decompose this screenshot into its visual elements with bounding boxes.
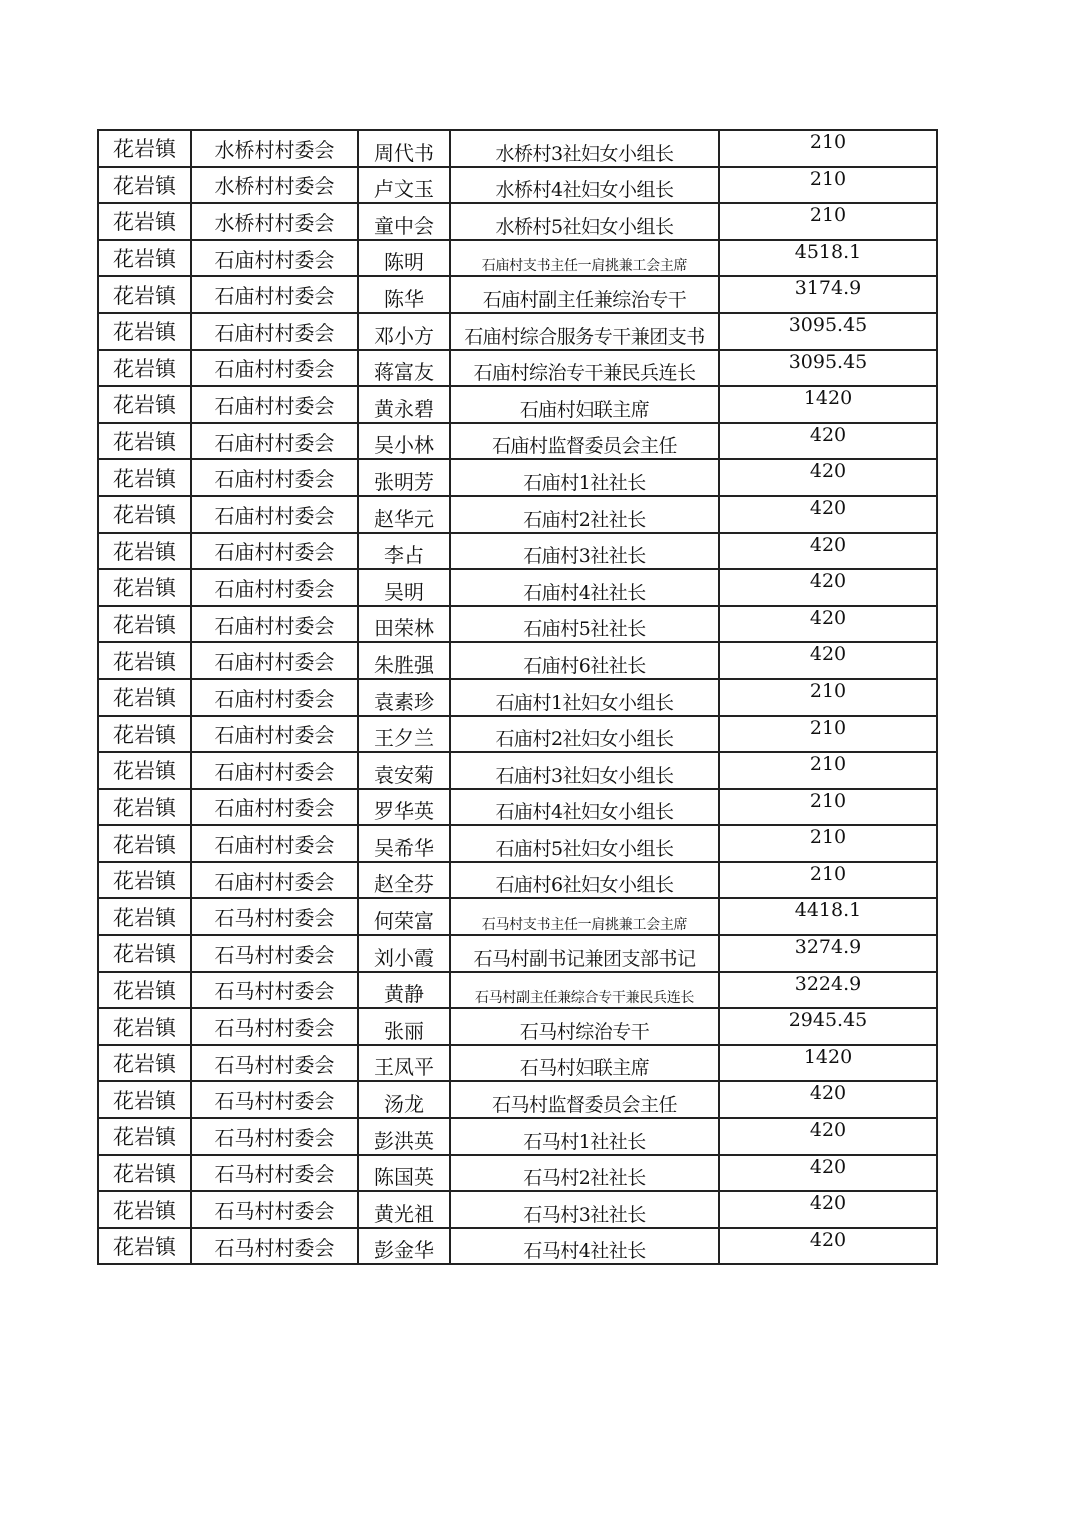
- table-row: [98, 1118, 937, 1155]
- amount-cell: 3095.45: [719, 313, 937, 350]
- amount-cell: 210: [719, 752, 937, 789]
- committee-cell: 石庙村村委会: [191, 276, 358, 313]
- position-cell: 水桥村5社妇女小组长: [450, 203, 719, 240]
- table-row: [98, 130, 937, 167]
- town-cell: 花岩镇: [98, 1155, 191, 1192]
- position-cell: 石马村1社社长: [450, 1118, 719, 1155]
- town-cell: 花岩镇: [98, 423, 191, 460]
- position-cell: 石庙村6社社长: [450, 642, 719, 679]
- amount-cell: 420: [719, 1155, 937, 1192]
- position-cell: 石庙村4社社长: [450, 569, 719, 606]
- name-cell: 刘小霞: [358, 935, 450, 972]
- position-cell: 石庙村6社妇女小组长: [450, 862, 719, 899]
- town-cell: 花岩镇: [98, 167, 191, 204]
- amount-cell: 210: [719, 679, 937, 716]
- position-cell: 石马村支书主任一肩挑兼工会主席: [450, 898, 719, 935]
- position-cell: 石庙村3社社长: [450, 533, 719, 570]
- name-cell: 彭金华: [358, 1228, 450, 1265]
- position-cell: 石庙村4社妇女小组长: [450, 789, 719, 826]
- committee-cell: 石庙村村委会: [191, 533, 358, 570]
- position-cell: 水桥村4社妇女小组长: [450, 167, 719, 204]
- amount-cell: 420: [719, 496, 937, 533]
- committee-cell: 水桥村村委会: [191, 203, 358, 240]
- amount-cell: 420: [719, 1118, 937, 1155]
- town-cell: 花岩镇: [98, 569, 191, 606]
- position-cell: 石庙村1社社长: [450, 459, 719, 496]
- amount-cell: 420: [719, 459, 937, 496]
- name-cell: 张丽: [358, 1008, 450, 1045]
- town-cell: 花岩镇: [98, 789, 191, 826]
- table-row: [98, 1191, 937, 1228]
- committee-cell: 石庙村村委会: [191, 423, 358, 460]
- amount-cell: 420: [719, 423, 937, 460]
- committee-cell: 石庙村村委会: [191, 313, 358, 350]
- town-cell: 花岩镇: [98, 642, 191, 679]
- committee-cell: 石庙村村委会: [191, 569, 358, 606]
- name-cell: 陈华: [358, 276, 450, 313]
- amount-cell: 210: [719, 862, 937, 899]
- town-cell: 花岩镇: [98, 716, 191, 753]
- town-cell: 花岩镇: [98, 606, 191, 643]
- table-row: [98, 825, 937, 862]
- amount-cell: 3224.9: [719, 972, 937, 1009]
- position-cell: 石庙村妇联主席: [450, 386, 719, 423]
- committee-cell: 石庙村村委会: [191, 386, 358, 423]
- committee-cell: 石庙村村委会: [191, 350, 358, 387]
- town-cell: 花岩镇: [98, 533, 191, 570]
- table-row: [98, 423, 937, 460]
- town-cell: 花岩镇: [98, 825, 191, 862]
- name-cell: 张明芳: [358, 459, 450, 496]
- town-cell: 花岩镇: [98, 1008, 191, 1045]
- position-cell: 石马村妇联主席: [450, 1045, 719, 1082]
- position-cell: 水桥村3社妇女小组长: [450, 130, 719, 167]
- name-cell: 黄永碧: [358, 386, 450, 423]
- position-cell: 石庙村综治专干兼民兵连长: [450, 350, 719, 387]
- amount-cell: 420: [719, 642, 937, 679]
- town-cell: 花岩镇: [98, 313, 191, 350]
- table-row: [98, 240, 937, 277]
- amount-cell: 420: [719, 1228, 937, 1265]
- table-row: [98, 789, 937, 826]
- committee-cell: 石马村村委会: [191, 1045, 358, 1082]
- town-cell: 花岩镇: [98, 1228, 191, 1265]
- committee-cell: 石马村村委会: [191, 1155, 358, 1192]
- table-row: [98, 752, 937, 789]
- town-cell: 花岩镇: [98, 1045, 191, 1082]
- position-cell: 石庙村5社妇女小组长: [450, 825, 719, 862]
- town-cell: 花岩镇: [98, 1118, 191, 1155]
- position-cell: 石马村监督委员会主任: [450, 1081, 719, 1118]
- town-cell: 花岩镇: [98, 679, 191, 716]
- table-row: [98, 1228, 937, 1265]
- committee-cell: 石庙村村委会: [191, 825, 358, 862]
- position-cell: 石马村3社社长: [450, 1191, 719, 1228]
- position-cell: 石马村综治专干: [450, 1008, 719, 1045]
- town-cell: 花岩镇: [98, 898, 191, 935]
- amount-cell: 2945.45: [719, 1008, 937, 1045]
- town-cell: 花岩镇: [98, 935, 191, 972]
- position-cell: 石庙村监督委员会主任: [450, 423, 719, 460]
- committee-cell: 石庙村村委会: [191, 752, 358, 789]
- name-cell: 陈明: [358, 240, 450, 277]
- town-cell: 花岩镇: [98, 972, 191, 1009]
- amount-cell: 3095.45: [719, 350, 937, 387]
- committee-cell: 石庙村村委会: [191, 240, 358, 277]
- amount-cell: 420: [719, 606, 937, 643]
- position-cell: 石庙村5社社长: [450, 606, 719, 643]
- name-cell: 周代书: [358, 130, 450, 167]
- name-cell: 陈国英: [358, 1155, 450, 1192]
- committee-cell: 水桥村村委会: [191, 167, 358, 204]
- table-row: [98, 1008, 937, 1045]
- table-row: [98, 642, 937, 679]
- town-cell: 花岩镇: [98, 350, 191, 387]
- amount-cell: 210: [719, 716, 937, 753]
- table-row: [98, 203, 937, 240]
- table-row: [98, 459, 937, 496]
- amount-cell: 420: [719, 1191, 937, 1228]
- name-cell: 黄光祖: [358, 1191, 450, 1228]
- town-cell: 花岩镇: [98, 276, 191, 313]
- committee-cell: 石庙村村委会: [191, 679, 358, 716]
- name-cell: 王凤平: [358, 1045, 450, 1082]
- amount-cell: 4518.1: [719, 240, 937, 277]
- committee-cell: 石马村村委会: [191, 1118, 358, 1155]
- amount-cell: 1420: [719, 386, 937, 423]
- table-row: [98, 898, 937, 935]
- table-row: [98, 606, 937, 643]
- amount-cell: 420: [719, 1081, 937, 1118]
- table-row: [98, 716, 937, 753]
- position-cell: 石庙村副主任兼综治专干: [450, 276, 719, 313]
- amount-cell: 420: [719, 569, 937, 606]
- town-cell: 花岩镇: [98, 1081, 191, 1118]
- committee-cell: 石庙村村委会: [191, 496, 358, 533]
- amount-cell: 420: [719, 533, 937, 570]
- name-cell: 童中会: [358, 203, 450, 240]
- name-cell: 蒋富友: [358, 350, 450, 387]
- table-row: [98, 496, 937, 533]
- position-cell: 石马村4社社长: [450, 1228, 719, 1265]
- town-cell: 花岩镇: [98, 240, 191, 277]
- position-cell: 石马村副主任兼综合专干兼民兵连长: [450, 972, 719, 1009]
- committee-cell: 石马村村委会: [191, 1228, 358, 1265]
- position-cell: 石庙村2社社长: [450, 496, 719, 533]
- town-cell: 花岩镇: [98, 1191, 191, 1228]
- name-cell: 邓小方: [358, 313, 450, 350]
- table-row: [98, 533, 937, 570]
- amount-cell: 210: [719, 825, 937, 862]
- table-row: [98, 569, 937, 606]
- committee-cell: 石庙村村委会: [191, 642, 358, 679]
- subsidy-table: [97, 129, 938, 1265]
- table-body: [98, 130, 937, 1264]
- name-cell: 何荣富: [358, 898, 450, 935]
- position-cell: 石马村2社社长: [450, 1155, 719, 1192]
- position-cell: 石庙村支书主任一肩挑兼工会主席: [450, 240, 719, 277]
- table-row: [98, 679, 937, 716]
- town-cell: 花岩镇: [98, 862, 191, 899]
- town-cell: 花岩镇: [98, 203, 191, 240]
- table-row: [98, 935, 937, 972]
- amount-cell: 3174.9: [719, 276, 937, 313]
- committee-cell: 石庙村村委会: [191, 459, 358, 496]
- name-cell: 朱胜强: [358, 642, 450, 679]
- committee-cell: 石庙村村委会: [191, 716, 358, 753]
- committee-cell: 石马村村委会: [191, 1008, 358, 1045]
- name-cell: 吴小林: [358, 423, 450, 460]
- name-cell: 王夕兰: [358, 716, 450, 753]
- name-cell: 赵全芬: [358, 862, 450, 899]
- committee-cell: 石马村村委会: [191, 935, 358, 972]
- name-cell: 李占: [358, 533, 450, 570]
- town-cell: 花岩镇: [98, 459, 191, 496]
- committee-cell: 石庙村村委会: [191, 789, 358, 826]
- committee-cell: 石庙村村委会: [191, 862, 358, 899]
- committee-cell: 石马村村委会: [191, 972, 358, 1009]
- table-row: [98, 276, 937, 313]
- table-row: [98, 1155, 937, 1192]
- name-cell: 卢文玉: [358, 167, 450, 204]
- position-cell: 石庙村综合服务专干兼团支书: [450, 313, 719, 350]
- name-cell: 吴明: [358, 569, 450, 606]
- position-cell: 石庙村1社妇女小组长: [450, 679, 719, 716]
- name-cell: 赵华元: [358, 496, 450, 533]
- table-row: [98, 386, 937, 423]
- amount-cell: 4418.1: [719, 898, 937, 935]
- name-cell: 黄静: [358, 972, 450, 1009]
- table-row: [98, 972, 937, 1009]
- name-cell: 田荣林: [358, 606, 450, 643]
- amount-cell: 210: [719, 167, 937, 204]
- town-cell: 花岩镇: [98, 130, 191, 167]
- position-cell: 石马村副书记兼团支部书记: [450, 935, 719, 972]
- amount-cell: 210: [719, 789, 937, 826]
- name-cell: 吴希华: [358, 825, 450, 862]
- table-row: [98, 167, 937, 204]
- committee-cell: 石庙村村委会: [191, 606, 358, 643]
- committee-cell: 水桥村村委会: [191, 130, 358, 167]
- table-row: [98, 862, 937, 899]
- committee-cell: 石马村村委会: [191, 1191, 358, 1228]
- table-row: [98, 313, 937, 350]
- amount-cell: 210: [719, 203, 937, 240]
- table-row: [98, 350, 937, 387]
- committee-cell: 石马村村委会: [191, 898, 358, 935]
- position-cell: 石庙村2社妇女小组长: [450, 716, 719, 753]
- town-cell: 花岩镇: [98, 752, 191, 789]
- name-cell: 袁素珍: [358, 679, 450, 716]
- table-row: [98, 1081, 937, 1118]
- name-cell: 袁安菊: [358, 752, 450, 789]
- name-cell: 罗华英: [358, 789, 450, 826]
- table-row: [98, 1045, 937, 1082]
- name-cell: 彭洪英: [358, 1118, 450, 1155]
- town-cell: 花岩镇: [98, 496, 191, 533]
- amount-cell: 3274.9: [719, 935, 937, 972]
- amount-cell: 210: [719, 130, 937, 167]
- name-cell: 汤龙: [358, 1081, 450, 1118]
- amount-cell: 1420: [719, 1045, 937, 1082]
- town-cell: 花岩镇: [98, 386, 191, 423]
- position-cell: 石庙村3社妇女小组长: [450, 752, 719, 789]
- committee-cell: 石马村村委会: [191, 1081, 358, 1118]
